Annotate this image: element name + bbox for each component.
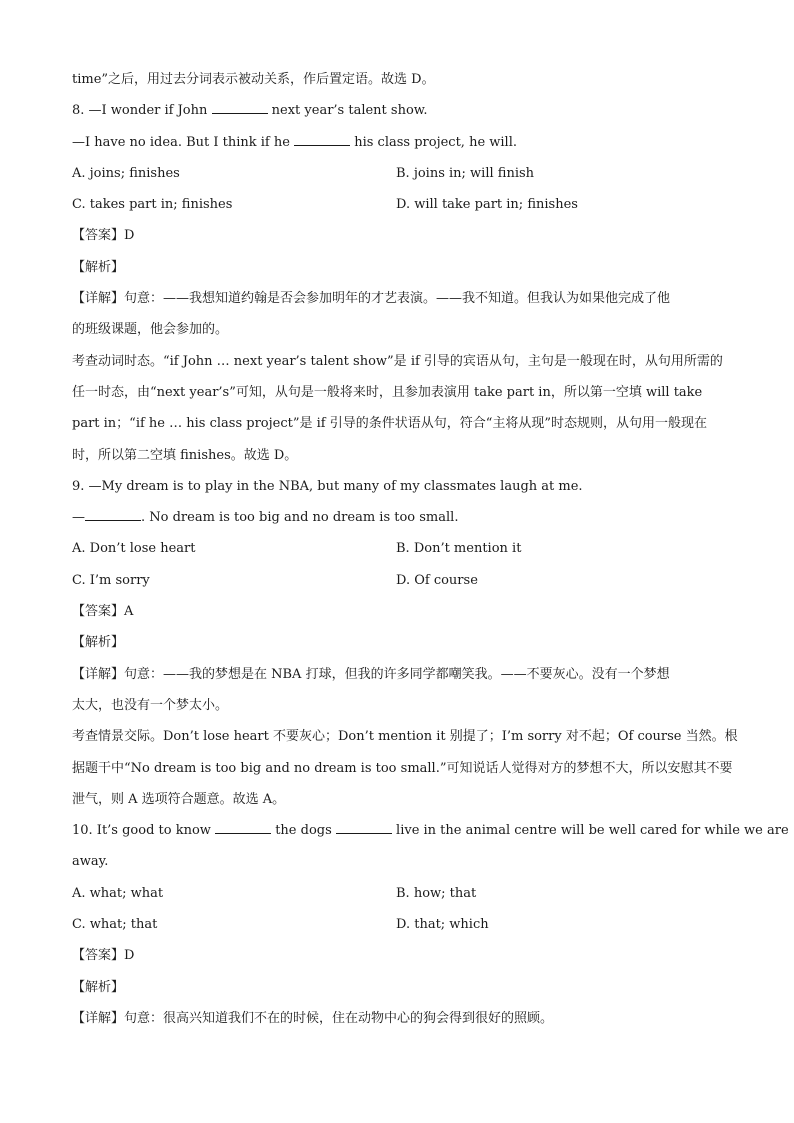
prev-explanation-tail: time”之后，用过去分词表示被动关系，作后置定语。故选 D。: [72, 72, 435, 87]
question-9-stem: 9. —My dream is to play in the NBA, but many of my classmates laugh at me.: [72, 478, 583, 494]
question-9-response-b: . No dream is too big and no dream is too small.: [141, 510, 459, 526]
analysis-label: 【解析】: [72, 635, 125, 651]
answer-blank: [294, 132, 350, 146]
question-8-response-b: his class project, he will.: [350, 134, 517, 150]
question-10-text-b: the dogs: [271, 823, 336, 839]
question-10-text-a: 10. It’s good to know: [72, 823, 216, 839]
question-10-options-row-1: [72, 878, 722, 909]
question-9-response-a: —: [72, 510, 85, 526]
answer-blank: [215, 820, 271, 834]
answer-blank: [212, 100, 268, 114]
detail-line: 【详解】句意：很高兴知道我们不在的时候，住在动物中心的狗会得到很好的照顾。: [72, 1010, 554, 1026]
option-d: D. Of course: [396, 572, 478, 588]
option-d: D. that; which: [396, 917, 489, 933]
analysis-label: 【解析】: [72, 259, 125, 275]
question-8-options-row-1: [72, 158, 722, 189]
detail-line: 太大，也没有一个梦太小。: [72, 697, 229, 713]
detail-line: 任一时态，由“next year’s”可知，从句是一般将来时，且参加表演用 take part in，所以第一空填 will take: [72, 384, 703, 400]
question-9-response: [72, 502, 722, 533]
detail-line: 的班级课题，他会参加的。: [72, 322, 229, 338]
detail-line: 考查情景交际。Don’t lose heart 不要灰心；Don’t mention it 别提了；I’m sorry 对不起；Of course 当然。根: [72, 729, 738, 745]
answer-blank: [336, 820, 392, 834]
option-b: B. how; that: [396, 885, 477, 901]
question-8-stem: [72, 95, 722, 126]
question-8-options-row-2: [72, 189, 722, 220]
question-10-stem-cont: away.: [72, 854, 109, 870]
analysis-label: 【解析】: [72, 979, 125, 995]
question-8-text-a: 8. —I wonder if John: [72, 103, 212, 119]
detail-line: 【详解】句意：——我的梦想是在 NBA 打球，但我的许多同学都嘲笑我。——不要灰心。没有一个梦想: [72, 666, 670, 682]
answer-label: 【答案】A: [72, 604, 134, 620]
question-10-stem: [72, 815, 789, 846]
detail-line: part in；“if he … his class project”是 if 引导的条件状语从句，符合“主将从现”时态规则，从句用一般现在: [72, 416, 708, 432]
option-c: C. I’m sorry: [72, 572, 150, 588]
question-8-text-b: next year’s talent show.: [267, 103, 428, 119]
question-10-text-c: live in the animal centre will be well cared for while we are: [391, 823, 789, 839]
option-b: B. joins in; will finish: [396, 165, 535, 181]
document-page: [72, 64, 789, 1034]
question-8-response-a: —I have no idea. But I think if he: [72, 134, 295, 150]
detail-line: 据题干中“No dream is too big and no dream is too small.”可知说话人觉得对方的梦想不大，所以安慰其不要: [72, 760, 733, 776]
answer-label: 【答案】D: [72, 228, 135, 244]
option-c: C. what; that: [72, 917, 158, 933]
option-b: B. Don’t mention it: [396, 541, 522, 557]
question-9-options-row-2: [72, 565, 722, 596]
question-8-response: [72, 127, 722, 158]
option-a: A. joins; finishes: [72, 165, 180, 181]
option-d: D. will take part in; finishes: [396, 197, 578, 213]
detail-line: 泄气，则 A 选项符合题意。故选 A。: [72, 791, 286, 807]
answer-label: 【答案】D: [72, 948, 135, 964]
detail-line: 【详解】句意：——我想知道约翰是否会参加明年的才艺表演。——我不知道。但我认为如果他完成了他: [72, 291, 671, 307]
detail-line: 考查动词时态。“if John … next year’s talent show”是 if 引导的宾语从句，主句是一般现在时，从句用所需的: [72, 353, 723, 369]
option-a: A. Don’t lose heart: [72, 541, 196, 557]
question-10-options-row-2: [72, 909, 722, 940]
detail-line: 时，所以第二空填 finishes。故选 D。: [72, 447, 298, 463]
answer-blank: [85, 507, 141, 521]
option-a: A. what; what: [72, 885, 164, 901]
question-9-options-row-1: [72, 533, 722, 564]
option-c: C. takes part in; finishes: [72, 197, 233, 213]
